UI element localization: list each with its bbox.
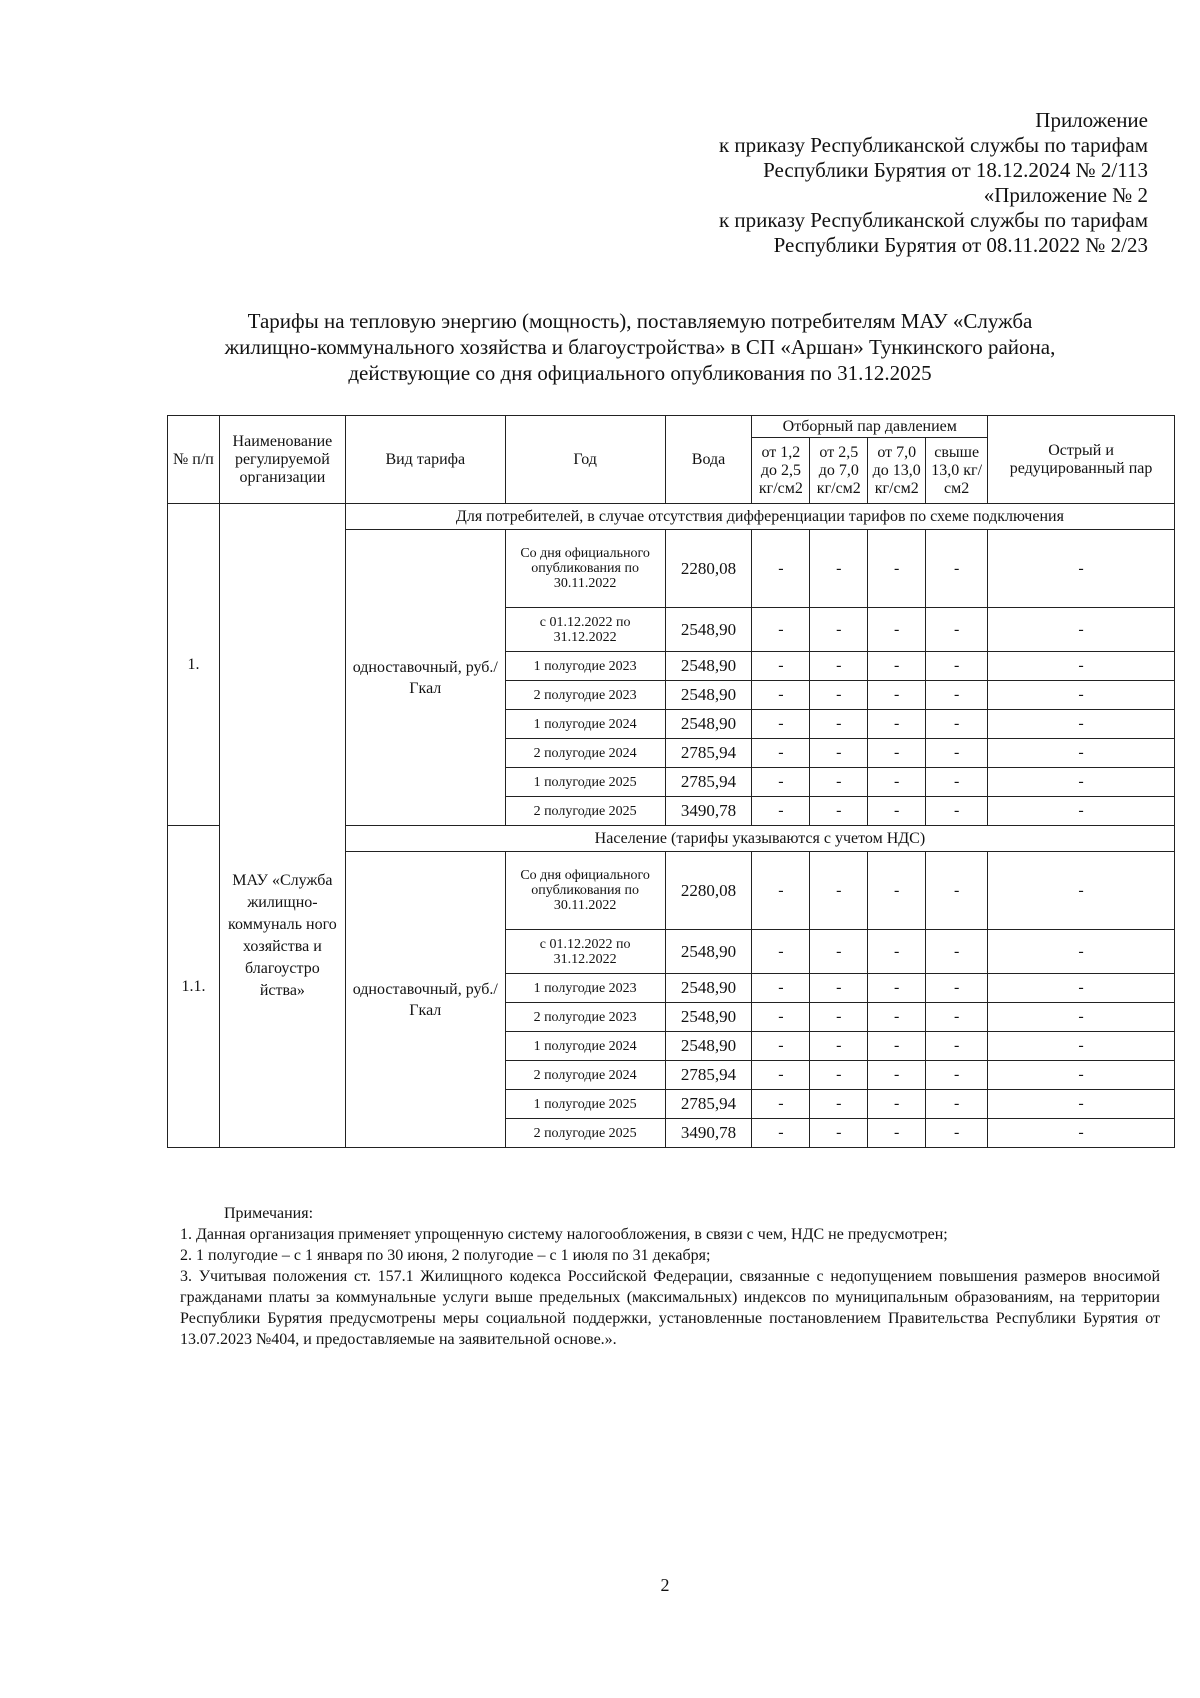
pressure-4-value: -	[926, 768, 988, 797]
period-cell: 2 полугодие 2025	[505, 797, 665, 826]
pressure-1-value: -	[752, 974, 810, 1003]
pressure-4-value: -	[926, 1090, 988, 1119]
pressure-4-value: -	[926, 1032, 988, 1061]
pressure-3-value: -	[868, 1090, 926, 1119]
title-line: действующие со дня официального опубликования по 31.12.2025	[348, 361, 932, 385]
pressure-1-value: -	[752, 930, 810, 974]
period-cell: 2 полугодие 2024	[505, 1061, 665, 1090]
note-item: 1. Данная организация применяет упрощенную систему налогообложения, в связи с чем, НДС не предусмотрен;	[180, 1226, 948, 1243]
pressure-3-value: -	[868, 652, 926, 681]
pressure-4-value: -	[926, 797, 988, 826]
tariff-table	[167, 415, 1175, 1148]
pressure-1-value: -	[752, 1003, 810, 1032]
water-value: 3490,78	[665, 797, 752, 826]
organization-name: МАУ «Служба жилищно-коммуналь ного хозяйства и благоустро йства»	[219, 504, 345, 1148]
period-cell: 1 полугодие 2025	[505, 768, 665, 797]
row-number: 1.	[168, 504, 220, 826]
pressure-3-value: -	[868, 930, 926, 974]
header-line: Республики Бурятия от 18.12.2024 № 2/113	[763, 158, 1148, 182]
water-value: 3490,78	[665, 1119, 752, 1148]
pressure-3-value: -	[868, 974, 926, 1003]
pressure-4-value: -	[926, 1119, 988, 1148]
notes-title: Примечания:	[224, 1205, 314, 1222]
header-line: «Приложение № 2	[983, 183, 1148, 207]
note-item: 2. 1 полугодие – с 1 января по 30 июня, 2 полугодие – с 1 июля по 31 декабря;	[180, 1247, 711, 1264]
header-num: № п/п	[168, 416, 220, 504]
pressure-2-value: -	[810, 852, 868, 930]
period-cell: 1 полугодие 2023	[505, 974, 665, 1003]
table-body	[168, 504, 1175, 1148]
pressure-4-value: -	[926, 1061, 988, 1090]
pressure-1-value: -	[752, 739, 810, 768]
period-cell: 1 полугодие 2023	[505, 652, 665, 681]
period-cell: Со дня официального опубликования по 30.11.2022	[505, 530, 665, 608]
header-type: Вид тарифа	[345, 416, 505, 504]
header-pressure-4: свыше 13,0 кг/см2	[926, 438, 988, 504]
water-value: 2548,90	[665, 930, 752, 974]
pressure-2-value: -	[810, 652, 868, 681]
pressure-3-value: -	[868, 1119, 926, 1148]
water-value: 2548,90	[665, 608, 752, 652]
pressure-3-value: -	[868, 681, 926, 710]
period-cell: 1 полугодие 2024	[505, 710, 665, 739]
sharp-steam-value: -	[988, 652, 1175, 681]
pressure-2-value: -	[810, 710, 868, 739]
sharp-steam-value: -	[988, 1119, 1175, 1148]
pressure-4-value: -	[926, 530, 988, 608]
header-line: к приказу Республиканской службы по тарифам	[718, 133, 1148, 157]
pressure-2-value: -	[810, 530, 868, 608]
note-item: 3. Учитывая положения ст. 157.1 Жилищного кодекса Российской Федерации, связанные с недопущением повышения размеров вносимой гражданами платы за коммунальные услуги выше предельных (максимальных) индексов по муниципальным образованиям, на территории Республики Бурятия предусмотрены меры социальной поддержки, установленные постановлением Правительства Республики Бурятия от 13.07.2023 №404, и предоставляемые на заявительной основе.».	[180, 1268, 1160, 1348]
header-line: Приложение	[1035, 108, 1148, 132]
period-cell: 2 полугодие 2025	[505, 1119, 665, 1148]
water-value: 2548,90	[665, 681, 752, 710]
water-value: 2548,90	[665, 974, 752, 1003]
period-cell: 1 полугодие 2024	[505, 1032, 665, 1061]
row-number: 1.1.	[168, 826, 220, 1148]
pressure-1-value: -	[752, 768, 810, 797]
header-sharp-steam: Острый и редуцированный пар	[988, 416, 1175, 504]
pressure-1-value: -	[752, 608, 810, 652]
sharp-steam-value: -	[988, 608, 1175, 652]
water-value: 2548,90	[665, 1032, 752, 1061]
pressure-2-value: -	[810, 739, 868, 768]
sharp-steam-value: -	[988, 739, 1175, 768]
period-cell: с 01.12.2022 по 31.12.2022	[505, 608, 665, 652]
section-caption: Население (тарифы указываются с учетом НДС)	[345, 826, 1174, 852]
title-line: жилищно-коммунального хозяйства и благоустройства» в СП «Аршан» Тункинского района,	[224, 335, 1056, 359]
pressure-2-value: -	[810, 681, 868, 710]
pressure-2-value: -	[810, 974, 868, 1003]
period-cell: с 01.12.2022 по 31.12.2022	[505, 930, 665, 974]
sharp-steam-value: -	[988, 974, 1175, 1003]
pressure-1-value: -	[752, 681, 810, 710]
header-steam-group: Отборный пар давлением	[752, 416, 988, 438]
sharp-steam-value: -	[988, 1032, 1175, 1061]
pressure-2-value: -	[810, 930, 868, 974]
pressure-4-value: -	[926, 1003, 988, 1032]
pressure-4-value: -	[926, 930, 988, 974]
pressure-3-value: -	[868, 608, 926, 652]
sharp-steam-value: -	[988, 681, 1175, 710]
pressure-2-value: -	[810, 1061, 868, 1090]
water-value: 2280,08	[665, 852, 752, 930]
pressure-2-value: -	[810, 1090, 868, 1119]
notes	[180, 1203, 1160, 1350]
pressure-4-value: -	[926, 852, 988, 930]
sharp-steam-value: -	[988, 930, 1175, 974]
pressure-3-value: -	[868, 768, 926, 797]
pressure-1-value: -	[752, 797, 810, 826]
header-line: к приказу Республиканской службы по тарифам	[718, 208, 1148, 232]
water-value: 2785,94	[665, 768, 752, 797]
pressure-2-value: -	[810, 797, 868, 826]
pressure-1-value: -	[752, 652, 810, 681]
pressure-3-value: -	[868, 739, 926, 768]
period-cell: 1 полугодие 2025	[505, 1090, 665, 1119]
period-cell: 2 полугодие 2023	[505, 1003, 665, 1032]
tariff-type: одноставочный, руб./Гкал	[345, 530, 505, 826]
pressure-3-value: -	[868, 852, 926, 930]
pressure-2-value: -	[810, 608, 868, 652]
sharp-steam-value: -	[988, 1090, 1175, 1119]
sharp-steam-value: -	[988, 768, 1175, 797]
tariff-type: одноставочный, руб./Гкал	[345, 852, 505, 1148]
pressure-4-value: -	[926, 739, 988, 768]
header-pressure-1: от 1,2 до 2,5 кг/см2	[752, 438, 810, 504]
header-org: Наименование регулируемой организации	[219, 416, 345, 504]
water-value: 2548,90	[665, 1003, 752, 1032]
pressure-4-value: -	[926, 608, 988, 652]
period-cell: 2 полугодие 2023	[505, 681, 665, 710]
pressure-1-value: -	[752, 710, 810, 739]
water-value: 2785,94	[665, 739, 752, 768]
pressure-4-value: -	[926, 710, 988, 739]
pressure-1-value: -	[752, 1032, 810, 1061]
water-value: 2280,08	[665, 530, 752, 608]
pressure-1-value: -	[752, 530, 810, 608]
page-number: 2	[660, 1575, 670, 1595]
header-water: Вода	[665, 416, 752, 504]
period-cell: 2 полугодие 2024	[505, 739, 665, 768]
water-value: 2785,94	[665, 1090, 752, 1119]
sharp-steam-value: -	[988, 710, 1175, 739]
title-line: Тарифы на тепловую энергию (мощность), поставляемую потребителям МАУ «Служба	[247, 309, 1033, 333]
pressure-3-value: -	[868, 710, 926, 739]
pressure-3-value: -	[868, 797, 926, 826]
document-title	[160, 308, 1120, 386]
sharp-steam-value: -	[988, 1003, 1175, 1032]
header-year: Год	[505, 416, 665, 504]
section-caption: Для потребителей, в случае отсутствия дифференциации тарифов по схеме подключения	[345, 504, 1174, 530]
pressure-1-value: -	[752, 1061, 810, 1090]
pressure-3-value: -	[868, 1061, 926, 1090]
header-pressure-2: от 2,5 до 7,0 кг/см2	[810, 438, 868, 504]
pressure-3-value: -	[868, 1003, 926, 1032]
pressure-1-value: -	[752, 852, 810, 930]
water-value: 2785,94	[665, 1061, 752, 1090]
pressure-2-value: -	[810, 1119, 868, 1148]
sharp-steam-value: -	[988, 797, 1175, 826]
appendix-header	[719, 108, 1148, 258]
pressure-1-value: -	[752, 1119, 810, 1148]
pressure-3-value: -	[868, 530, 926, 608]
pressure-2-value: -	[810, 768, 868, 797]
header-line: Республики Бурятия от 08.11.2022 № 2/23	[773, 233, 1148, 257]
water-value: 2548,90	[665, 710, 752, 739]
pressure-4-value: -	[926, 652, 988, 681]
pressure-2-value: -	[810, 1032, 868, 1061]
period-cell: Со дня официального опубликования по 30.11.2022	[505, 852, 665, 930]
pressure-4-value: -	[926, 681, 988, 710]
pressure-3-value: -	[868, 1032, 926, 1061]
pressure-4-value: -	[926, 974, 988, 1003]
header-pressure-3: от 7,0 до 13,0 кг/см2	[868, 438, 926, 504]
water-value: 2548,90	[665, 652, 752, 681]
pressure-2-value: -	[810, 1003, 868, 1032]
sharp-steam-value: -	[988, 852, 1175, 930]
sharp-steam-value: -	[988, 530, 1175, 608]
pressure-1-value: -	[752, 1090, 810, 1119]
sharp-steam-value: -	[988, 1061, 1175, 1090]
